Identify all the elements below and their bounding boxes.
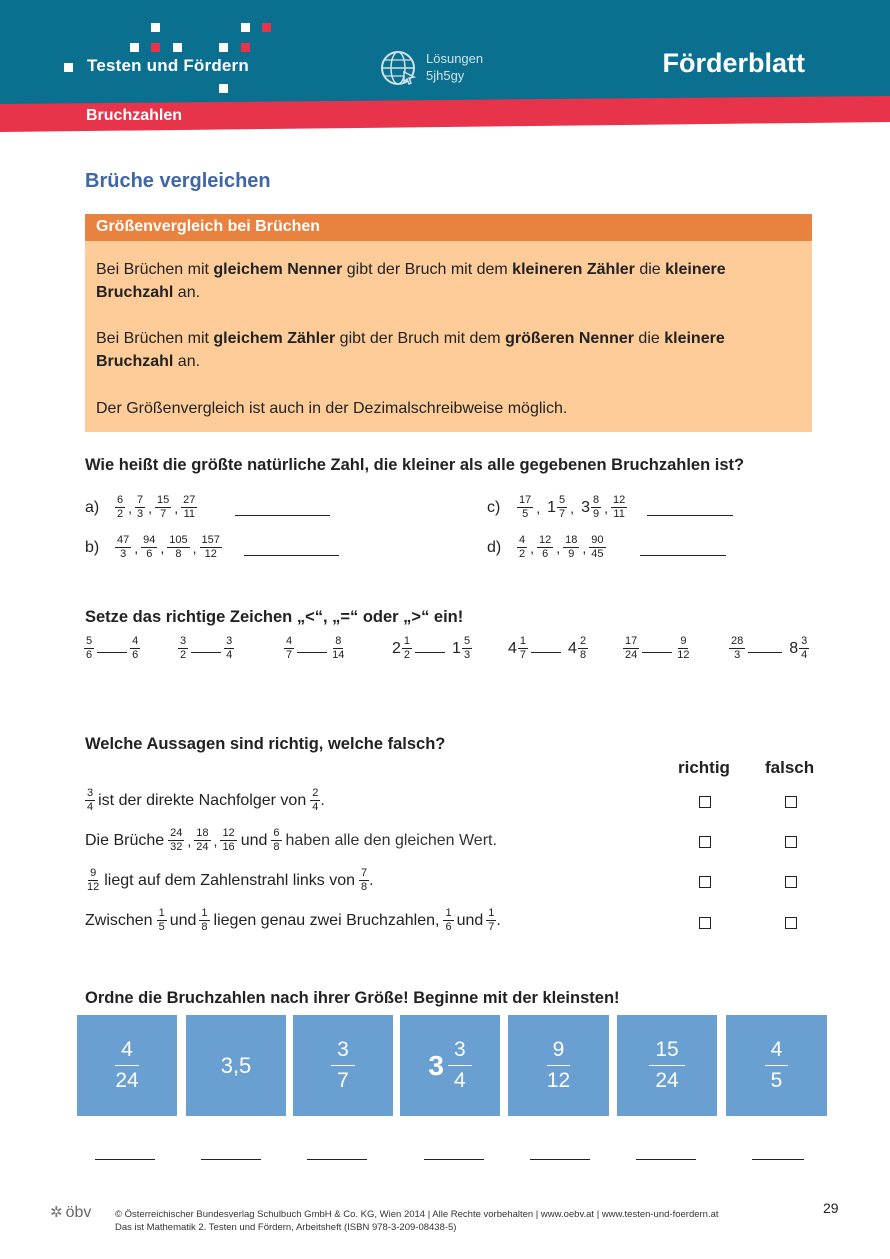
task3-question: Welche Aussagen sind richtig, welche falsch? [85,735,446,753]
compare-blank[interactable] [531,652,561,653]
statement-3: $\frac{9}{12}$ liegt auf dem Zahlenstrahl links von $\frac{7}{8}$ . [87,867,374,893]
footer-text: © Österreichischer Bundesverlag Schulbuch GmbH & Co. KG, Wien 2014 | Alle Rechte vorbehalten | www.oebv.at | www.testen-und-foerdern.at Das ist Mathematik 2. Testen und Fördern, Arbeitsheft (ISBN 978-3-209-08438-5) [115,1209,719,1233]
answer-line-a[interactable] [235,515,330,516]
fraction: $\frac{7}{3}$ [137,494,144,520]
task1-row-a: a) $\frac{6}{2}$ , $\frac{7}{3}$ , $\frac{15}{7}$ , $\frac{27}{11}$ [85,494,330,521]
info-paragraph-2: Bei Brüchen mit gleichem Zähler gibt der Bruch mit dem größeren Nenner die kleinere Bruchzahl an. [96,330,725,370]
info-box [85,214,812,432]
fraction: $\frac{18}{9}$ [565,534,578,560]
task1-row-c: c) $\frac{17}{5}$ , 1 $\frac{5}{7}$ , 3 $\frac{8}{9}$ , $\frac{12}{11}$ [487,494,733,521]
statement-4: Zwischen $\frac{1}{5}$ und $\frac{1}{8}$ liegen genau zwei Bruchzahlen, $\frac{1}{6}$ und $\frac{1}{7}$ . [85,907,501,933]
topic-label: Bruchzahlen [86,107,183,124]
fraction: $\frac{90}{45}$ [591,534,604,560]
compare-pair-4: 2 $\frac{1}{2}$ 1 $\frac{5}{3}$ [392,635,471,661]
compare-blank[interactable] [642,652,672,653]
compare-blank[interactable] [748,652,782,653]
checkbox-s1-richtig[interactable] [699,796,711,808]
fraction: $\frac{94}{6}$ [143,534,156,560]
order-answer-line-1[interactable] [95,1159,155,1160]
solutions-label: Lösungen [426,51,484,66]
column-header-falsch: falsch [765,758,815,777]
task1-row-b: b) $\frac{47}{3}$ , $\frac{94}{6}$ , $\frac{105}{8}$ , $\frac{157}{12}$ [85,534,339,561]
compare-pair-1: $\frac{5}{6}$ $\frac{4}{6}$ [86,635,139,661]
task1-question: Wie heißt die größte natürliche Zahl, die kleiner als alle gegebenen Bruchzahlen ist? [85,456,745,474]
fraction: $\frac{6}{2}$ [117,494,124,520]
fraction: $\frac{8}{9}$ [592,494,600,520]
compare-blank[interactable] [191,652,221,653]
checkbox-s4-richtig[interactable] [699,917,711,929]
answer-line-c[interactable] [647,515,733,516]
fraction: $\frac{5}{7}$ [559,494,566,520]
statement-2: Die Brüche $\frac{24}{32}$ , $\frac{18}{24}$ , $\frac{12}{16}$ und $\frac{6}{8}$ haben alle den gleichen Wert. [85,827,497,853]
fraction: $\frac{15}{7}$ [157,494,170,520]
order-answer-line-2[interactable] [201,1159,261,1160]
order-answer-line-3[interactable] [307,1159,367,1160]
page-number: 29 [823,1200,839,1216]
checkbox-s3-falsch[interactable] [785,876,797,888]
brand-name: Testen und Fördern [87,56,249,75]
section-title: Brüche vergleichen [85,170,271,192]
task1-row-d: d) $\frac{4}{2}$ , $\frac{12}{6}$ , $\frac{18}{9}$ , $\frac{90}{45}$ [487,534,726,561]
fraction: $\frac{157}{12}$ [201,534,220,560]
fraction-card-7[interactable]: 4 5 [726,1015,827,1116]
info-paragraph-3: Der Größenvergleich ist auch in der Dezimalschreibweise möglich. [96,400,568,417]
fraction-card-4[interactable]: 3 3 4 [400,1015,500,1116]
order-answer-line-6[interactable] [636,1159,696,1160]
task4-question: Ordne die Bruchzahlen nach ihrer Größe! Beginne mit der kleinsten! [85,989,620,1007]
answer-line-d[interactable] [640,555,726,556]
fraction: $\frac{4}{2}$ [519,534,526,560]
checkbox-s2-richtig[interactable] [699,836,711,848]
fraction: $\frac{12}{11}$ [612,494,626,520]
globe-icon[interactable] [380,50,418,88]
compare-pair-7: $\frac{28}{3}$ 8 $\frac{3}{4}$ [731,635,808,661]
info-box-heading: Größenvergleich bei Brüchen [85,214,812,241]
compare-pair-6: $\frac{17}{24}$ $\frac{9}{12}$ [625,635,690,661]
statement-1: $\frac{3}{4}$ ist der direkte Nachfolger von $\frac{2}{4}$ . [87,787,325,813]
fraction-card-2[interactable]: 3,5 [186,1015,286,1116]
answer-line-b[interactable] [244,555,339,556]
column-header-richtig: richtig [678,758,730,777]
compare-blank[interactable] [97,652,127,653]
checkbox-s4-falsch[interactable] [785,917,797,929]
order-answer-line-7[interactable] [752,1159,804,1160]
compare-pair-2: $\frac{3}{2}$ $\frac{3}{4}$ [180,635,233,661]
compare-pair-3: $\frac{4}{7}$ $\frac{8}{14}$ [286,635,345,661]
compare-pair-5: 4 $\frac{1}{7}$ 4 $\frac{2}{8}$ [508,635,587,661]
fraction: $\frac{12}{6}$ [539,534,552,560]
publisher-logo: ✲ öbv [50,1204,92,1221]
fraction: $\frac{27}{11}$ [183,494,196,520]
solutions-code[interactable]: 5jh5gy [426,68,465,83]
checkbox-s2-falsch[interactable] [785,836,797,848]
info-paragraph-1: Bei Brüchen mit gleichem Nenner gibt der Bruch mit dem kleineren Zähler die kleinere Bruchzahl an. [96,261,726,301]
fraction-card-6[interactable]: 15 24 [617,1015,717,1116]
fraction-card-1[interactable]: 4 24 [77,1015,177,1116]
order-answer-line-4[interactable] [424,1159,484,1160]
page-title: Förderblatt [662,48,805,78]
checkbox-s1-falsch[interactable] [785,796,797,808]
asterisk-icon: ✲ [50,1204,63,1221]
fraction: $\frac{17}{5}$ [519,494,532,520]
compare-blank[interactable] [415,652,445,653]
fraction-card-5[interactable]: 9 12 [508,1015,609,1116]
fraction-card-3[interactable]: 3 7 [293,1015,393,1116]
checkbox-s3-richtig[interactable] [699,876,711,888]
fraction: $\frac{105}{8}$ [169,534,188,560]
compare-blank[interactable] [297,652,327,653]
task2-question: Setze das richtige Zeichen „<“, „=“ oder „>“ ein! [85,608,464,626]
fraction: $\frac{47}{3}$ [117,534,130,560]
order-answer-line-5[interactable] [530,1159,590,1160]
